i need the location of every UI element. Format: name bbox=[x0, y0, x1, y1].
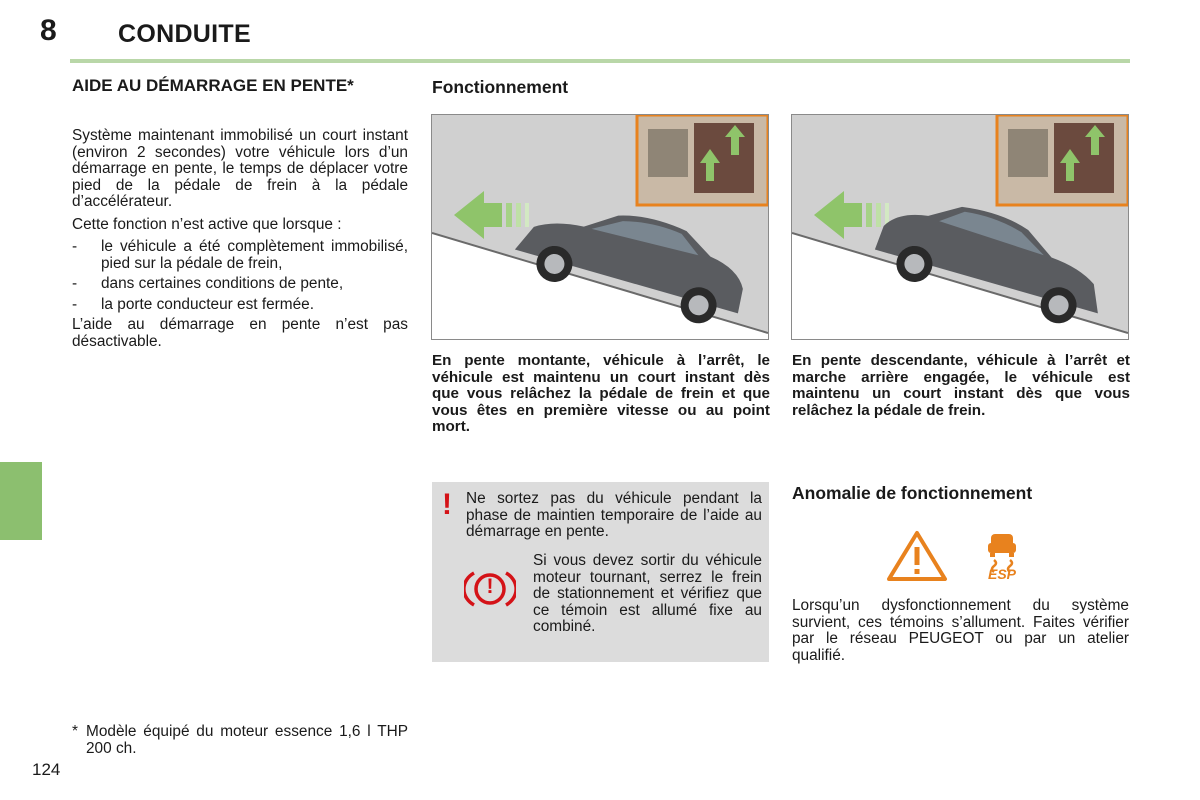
bullet-text: le véhicule a été complètement immobilisé, pied sur la pédale de frein, bbox=[101, 238, 408, 272]
bullet-text: dans certaines conditions de pente, bbox=[101, 275, 344, 292]
list-item bbox=[72, 297, 408, 314]
warning-exclamation-icon: ! bbox=[442, 488, 452, 521]
bullet-text: la porte conducteur est fermée. bbox=[101, 295, 315, 313]
pedal-inset bbox=[637, 115, 768, 205]
pedal-inset bbox=[997, 115, 1128, 205]
not-deactivatable-note: L’aide au démarrage en pente n’est pas désactivable. bbox=[72, 316, 408, 350]
caption-uphill: En pente montante, véhicule à l’arrêt, le véhicule est maintenu un court instant dès que vous relâchez la pédale de frein et que vous êtes en première vitesse ou au point mort. bbox=[432, 352, 770, 435]
list-item bbox=[72, 276, 408, 293]
chapter-number: 8 bbox=[40, 14, 57, 47]
esp-label: ESP bbox=[987, 566, 1016, 582]
bullet-dash: - bbox=[72, 238, 78, 255]
warning-text-secondary: Si vous devez sortir du véhicule moteur tournant, serrez le frein de stationnement et vérifiez que ce témoin est allumé fixe au combiné. bbox=[533, 552, 762, 635]
warning-text-primary: Ne sortez pas du véhicule pendant la phase de maintien temporaire de l’aide au démarrage en pente. bbox=[466, 490, 762, 540]
bullet-dash: - bbox=[72, 295, 78, 313]
intro-paragraph: Système maintenant immobilisé un court instant (environ 2 secondes) votre véhicule lors d’un démarrage en pente, le temps de déplacer votre pied de la pédale de frein à la pédale d’accélérateur. bbox=[72, 127, 408, 210]
warning-triangle-icon bbox=[886, 530, 948, 587]
chapter-title: CONDUITE bbox=[118, 20, 251, 48]
section-heading-operation: Fonctionnement bbox=[432, 77, 569, 97]
footnote-mark: * bbox=[72, 723, 78, 740]
illustration-uphill bbox=[431, 114, 769, 340]
malfunction-text: Lorsqu’un dysfonctionnement du système survient, ces témoins s’allument. Faites vérifier par le réseau PEUGEOT ou par un atelier qualifié. bbox=[792, 597, 1129, 664]
page-number: 124 bbox=[32, 760, 61, 779]
section-heading-malfunction: Anomalie de fonctionnement bbox=[792, 483, 1033, 503]
caption-downhill: En pente descendante, véhicule à l’arrêt et marche arrière engagée, le véhicule est maintenu un court instant dès que vous relâchez la pédale de frein. bbox=[792, 352, 1130, 419]
footnote bbox=[72, 724, 408, 757]
section-heading-hill-start: AIDE AU DÉMARRAGE EN PENTE* bbox=[72, 76, 354, 95]
list-item bbox=[72, 239, 408, 272]
illustration-downhill bbox=[791, 114, 1129, 340]
parking-brake-symbol: ! bbox=[486, 575, 494, 598]
left-column-body bbox=[72, 128, 408, 356]
chapter-side-tab bbox=[0, 462, 42, 540]
header-divider bbox=[70, 59, 1130, 63]
bullet-dash: - bbox=[72, 275, 78, 292]
condition-intro: Cette fonction n’est active que lorsque : bbox=[72, 215, 342, 233]
esp-skid-icon bbox=[980, 528, 1024, 589]
footnote-text: Modèle équipé du moteur essence 1,6 l THP 200 ch. bbox=[86, 723, 408, 757]
